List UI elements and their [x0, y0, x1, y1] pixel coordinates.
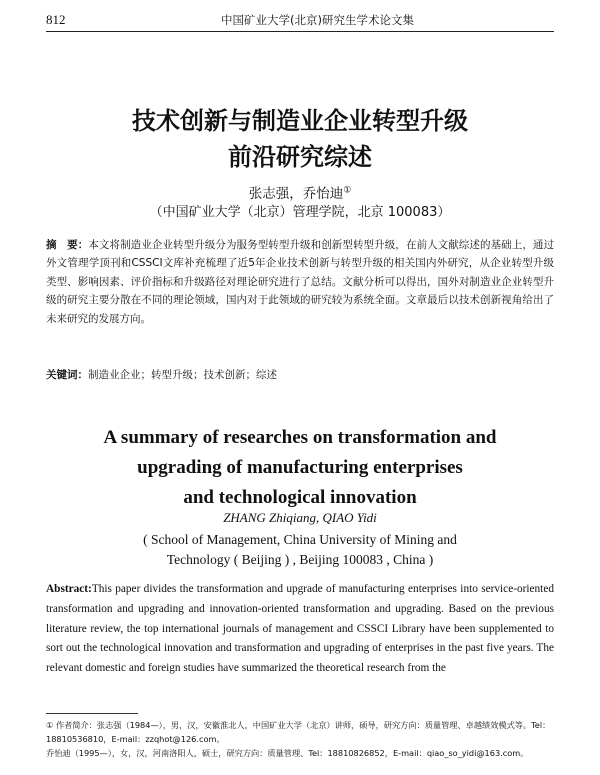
running-header — [46, 12, 554, 28]
footnote-1: ① 作者简介：张志强（1984—），男，汉，安徽淮北人，中国矿业大学（北京）讲师，硕导，研究方向：质量管理、卓越绩效模式等。Tel：18810536810，E-mail：zzqhot@126.com。 — [46, 720, 551, 744]
page-number: 812 — [46, 12, 66, 27]
footnote-rule — [46, 713, 138, 714]
abstract-en — [46, 580, 554, 679]
author-names-cn: 张志强，乔怡迪 — [248, 186, 344, 202]
affiliation-en-line2: Technology ( Beijing ) , Beijing 100083 , China ) — [166, 552, 434, 567]
authors-en: ZHANG Zhiqiang, QIAO Yidi — [223, 510, 377, 525]
author-footnote-mark: ① — [343, 185, 352, 196]
title-en-line3: and technological innovation — [183, 487, 417, 508]
footnote-2: 乔怡迪（1995—），女，汉，河南洛阳人，硕士，研究方向：质量管理、Tel：18810826852，E-mail：qiao_so_yidi@163.com。 — [46, 748, 529, 758]
journal-title: 中国矿业大学(北京)研究生学术论文集 — [221, 13, 414, 27]
authors-cn — [0, 182, 600, 202]
keywords-cn-text: 制造业企业；转型升级；技术创新；综述 — [88, 369, 277, 381]
keywords-cn — [46, 366, 554, 384]
abstract-en-label: Abstract: — [46, 583, 92, 595]
title-cn-line2: 前沿研究综述 — [228, 143, 372, 171]
header-rule — [46, 31, 554, 32]
abstract-cn-text: 本文将制造业企业转型升级分为服务型转型升级和创新型转型升级，在前人文献综述的基础上，通过外文管理学顶刊和CSSCI文库补充梳理了近5年企业技术创新与转型升级的相关国内外研究，从企业转型升级类型、影响因素、评价指标和升级路径对理论研究进行了总结。文献分析可以得出，国外对制造业企业转型升级的研究主要分散在不同的理论领域，国内对于此领域的研究较为系统全面。文章最后以技术创新视角给出了未来研究的发展方向。 — [46, 239, 555, 325]
title-en-line2: upgrading of manufacturing enterprises — [137, 457, 463, 478]
title-cn-line1: 技术创新与制造业企业转型升级 — [132, 107, 468, 135]
affiliation-en-line1: ( School of Management, China University of Mining and — [143, 532, 457, 547]
affiliation-cn: （中国矿业大学（北京）管理学院，北京 100083） — [149, 205, 451, 220]
abstract-cn — [46, 236, 554, 328]
abstract-en-text: This paper divides the transformation and upgrade of manufacturing enterprises into service-oriented transformation and upgrading and innovation-oriented transformation and upgrading. Based on the previous literature review, the top international journals of management and CSSCI Library have been supplemented to sort out the technological innovation and transformation and upgrading of enterprises in the past five years. The relevant domestic and foreign studies have summarized the theoretical research from the — [46, 583, 554, 675]
abstract-cn-label: 摘 要： — [46, 239, 89, 251]
keywords-cn-label: 关键词： — [46, 369, 88, 381]
title-en-line1: A summary of researches on transformation and — [103, 427, 497, 448]
